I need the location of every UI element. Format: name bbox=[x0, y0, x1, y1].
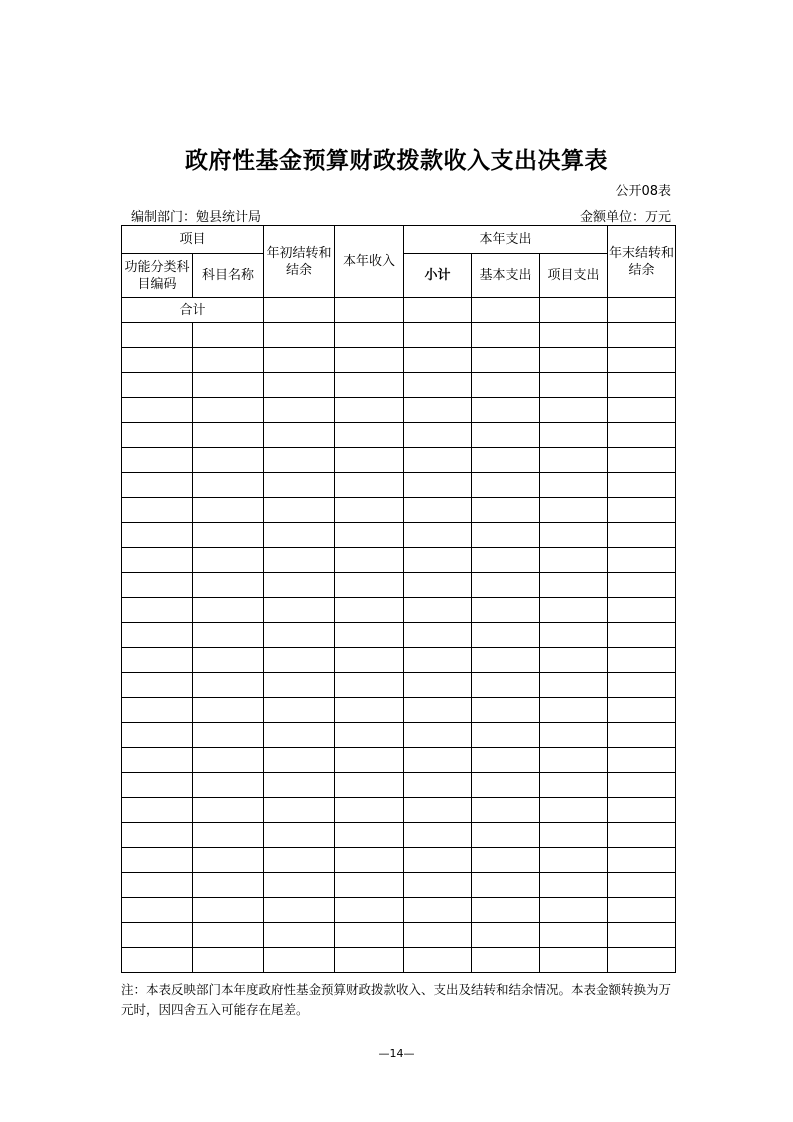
table-cell bbox=[540, 898, 608, 923]
table-cell bbox=[193, 598, 264, 623]
budget-table bbox=[121, 225, 676, 973]
table-cell bbox=[472, 423, 540, 448]
table-cell bbox=[335, 798, 404, 823]
table-cell bbox=[122, 348, 193, 373]
table-cell bbox=[264, 898, 335, 923]
table-cell bbox=[193, 648, 264, 673]
total-cell bbox=[264, 298, 335, 323]
table-cell bbox=[540, 598, 608, 623]
table-cell bbox=[264, 398, 335, 423]
table-cell bbox=[404, 673, 472, 698]
table-cell bbox=[404, 923, 472, 948]
table-cell bbox=[608, 948, 676, 973]
table-cell bbox=[335, 398, 404, 423]
total-cell bbox=[335, 298, 404, 323]
table-cell bbox=[122, 323, 193, 348]
table-cell bbox=[335, 923, 404, 948]
header-project-expenditure: 项目支出 bbox=[540, 254, 608, 298]
table-cell bbox=[404, 498, 472, 523]
table-cell bbox=[608, 923, 676, 948]
table-cell bbox=[608, 673, 676, 698]
table-cell bbox=[122, 898, 193, 923]
table-cell bbox=[472, 873, 540, 898]
table-cell bbox=[264, 473, 335, 498]
table-cell bbox=[608, 373, 676, 398]
table-cell bbox=[122, 948, 193, 973]
table-cell bbox=[264, 573, 335, 598]
table-cell bbox=[122, 798, 193, 823]
table-cell bbox=[472, 373, 540, 398]
header-carryover-begin: 年初结转和结余 bbox=[264, 226, 335, 298]
table-cell bbox=[122, 748, 193, 773]
table-cell bbox=[404, 573, 472, 598]
table-cell bbox=[193, 348, 264, 373]
table-cell bbox=[122, 548, 193, 573]
table-cell bbox=[472, 548, 540, 573]
table-row bbox=[122, 773, 676, 798]
table-cell bbox=[540, 448, 608, 473]
table-cell bbox=[472, 923, 540, 948]
table-cell bbox=[540, 848, 608, 873]
table-cell bbox=[122, 698, 193, 723]
table-cell bbox=[608, 523, 676, 548]
table-cell bbox=[540, 373, 608, 398]
table-cell bbox=[264, 723, 335, 748]
table-cell bbox=[122, 573, 193, 598]
table-row bbox=[122, 873, 676, 898]
table-cell bbox=[122, 648, 193, 673]
table-cell bbox=[264, 848, 335, 873]
table-cell bbox=[608, 398, 676, 423]
table-cell bbox=[264, 648, 335, 673]
table-cell bbox=[122, 723, 193, 748]
table-cell bbox=[540, 748, 608, 773]
table-cell bbox=[404, 773, 472, 798]
table-cell bbox=[540, 323, 608, 348]
table-cell bbox=[608, 748, 676, 773]
table-cell bbox=[608, 448, 676, 473]
table-cell bbox=[264, 698, 335, 723]
table-cell bbox=[335, 523, 404, 548]
table-cell bbox=[335, 548, 404, 573]
table-cell bbox=[404, 398, 472, 423]
table-cell bbox=[122, 873, 193, 898]
table-row bbox=[122, 473, 676, 498]
table-cell bbox=[193, 398, 264, 423]
table-cell bbox=[540, 823, 608, 848]
table-cell bbox=[404, 423, 472, 448]
table-cell bbox=[404, 698, 472, 723]
table-cell bbox=[404, 798, 472, 823]
table-cell bbox=[193, 798, 264, 823]
header-row-1 bbox=[122, 226, 676, 254]
table-cell bbox=[335, 498, 404, 523]
table-cell bbox=[540, 798, 608, 823]
table-cell bbox=[608, 873, 676, 898]
table-cell bbox=[540, 873, 608, 898]
table-cell bbox=[264, 773, 335, 798]
table-cell bbox=[264, 348, 335, 373]
table-row bbox=[122, 373, 676, 398]
table-cell bbox=[404, 823, 472, 848]
header-func-code: 功能分类科目编码 bbox=[122, 254, 193, 298]
table-cell bbox=[608, 823, 676, 848]
table-cell bbox=[404, 898, 472, 923]
table-cell bbox=[335, 898, 404, 923]
table-cell bbox=[472, 348, 540, 373]
table-cell bbox=[193, 448, 264, 473]
table-cell bbox=[404, 523, 472, 548]
table-cell bbox=[335, 773, 404, 798]
table-row bbox=[122, 948, 676, 973]
header-subtotal: 小计 bbox=[404, 254, 472, 298]
table-cell bbox=[472, 523, 540, 548]
table-row bbox=[122, 623, 676, 648]
table-cell bbox=[540, 473, 608, 498]
table-cell bbox=[193, 323, 264, 348]
table-cell bbox=[193, 673, 264, 698]
header-basic-expenditure: 基本支出 bbox=[472, 254, 540, 298]
table-row bbox=[122, 348, 676, 373]
table-cell bbox=[335, 823, 404, 848]
table-cell bbox=[264, 948, 335, 973]
table-row bbox=[122, 598, 676, 623]
header-subject-name: 科目名称 bbox=[193, 254, 264, 298]
table-row bbox=[122, 423, 676, 448]
table-cell bbox=[335, 323, 404, 348]
table-cell bbox=[608, 348, 676, 373]
table-cell bbox=[540, 673, 608, 698]
table-cell bbox=[540, 648, 608, 673]
table-row bbox=[122, 673, 676, 698]
table-cell bbox=[335, 598, 404, 623]
table-cell bbox=[193, 948, 264, 973]
table-cell bbox=[335, 748, 404, 773]
table-cell bbox=[193, 873, 264, 898]
table-cell bbox=[404, 848, 472, 873]
table-cell bbox=[608, 423, 676, 448]
table-cell bbox=[472, 848, 540, 873]
table-row bbox=[122, 398, 676, 423]
table-cell bbox=[608, 723, 676, 748]
table-row bbox=[122, 498, 676, 523]
table-cell bbox=[540, 573, 608, 598]
table-cell bbox=[122, 848, 193, 873]
table-cell bbox=[335, 873, 404, 898]
table-row bbox=[122, 923, 676, 948]
table-cell bbox=[122, 923, 193, 948]
table-cell bbox=[335, 948, 404, 973]
table-cell bbox=[608, 548, 676, 573]
table-cell bbox=[404, 448, 472, 473]
table-cell bbox=[264, 923, 335, 948]
total-label: 合计 bbox=[122, 298, 264, 323]
table-cell bbox=[264, 548, 335, 573]
page-number: —14— bbox=[378, 1047, 415, 1060]
table-cell bbox=[193, 623, 264, 648]
table-cell bbox=[264, 598, 335, 623]
table-row bbox=[122, 723, 676, 748]
table-cell bbox=[472, 448, 540, 473]
table-cell bbox=[122, 673, 193, 698]
table-cell bbox=[608, 623, 676, 648]
page-title: 政府性基金预算财政拨款收入支出决算表 bbox=[185, 148, 608, 174]
table-cell bbox=[404, 548, 472, 573]
table-cell bbox=[335, 623, 404, 648]
table-cell bbox=[404, 748, 472, 773]
table-cell bbox=[122, 598, 193, 623]
table-cell bbox=[540, 548, 608, 573]
table-cell bbox=[122, 623, 193, 648]
table-cell bbox=[264, 423, 335, 448]
table-cell bbox=[404, 473, 472, 498]
form-number: 公开08表 bbox=[615, 184, 671, 199]
table-cell bbox=[122, 823, 193, 848]
table-row bbox=[122, 848, 676, 873]
table-cell bbox=[540, 773, 608, 798]
table-cell bbox=[404, 723, 472, 748]
table-cell bbox=[472, 948, 540, 973]
table-cell bbox=[608, 898, 676, 923]
table-cell bbox=[472, 648, 540, 673]
table-cell bbox=[608, 698, 676, 723]
table-cell bbox=[472, 623, 540, 648]
table-cell bbox=[608, 648, 676, 673]
table-cell bbox=[335, 423, 404, 448]
table-cell bbox=[193, 373, 264, 398]
table-cell bbox=[335, 348, 404, 373]
table-cell bbox=[335, 673, 404, 698]
table-cell bbox=[404, 598, 472, 623]
table-cell bbox=[472, 398, 540, 423]
header-carryover-end: 年末结转和结余 bbox=[608, 226, 676, 298]
amount-unit: 金额单位：万元 bbox=[579, 210, 671, 225]
table-cell bbox=[335, 698, 404, 723]
table-cell bbox=[335, 648, 404, 673]
table-cell bbox=[193, 848, 264, 873]
table-cell bbox=[193, 498, 264, 523]
table-cell bbox=[608, 598, 676, 623]
table-cell bbox=[472, 573, 540, 598]
table-cell bbox=[472, 598, 540, 623]
table-cell bbox=[472, 823, 540, 848]
table-row bbox=[122, 898, 676, 923]
table-cell bbox=[472, 473, 540, 498]
total-cell bbox=[540, 298, 608, 323]
table-cell bbox=[193, 423, 264, 448]
table-cell bbox=[472, 723, 540, 748]
table-cell bbox=[335, 723, 404, 748]
total-row bbox=[122, 298, 676, 323]
table-row bbox=[122, 573, 676, 598]
table-cell bbox=[404, 948, 472, 973]
table-cell bbox=[472, 798, 540, 823]
table-row bbox=[122, 548, 676, 573]
table-cell bbox=[264, 798, 335, 823]
table-cell bbox=[472, 898, 540, 923]
table-cell bbox=[540, 623, 608, 648]
table-cell bbox=[335, 848, 404, 873]
table-cell bbox=[608, 573, 676, 598]
table-cell bbox=[122, 473, 193, 498]
table-cell bbox=[540, 423, 608, 448]
table-cell bbox=[540, 923, 608, 948]
table-cell bbox=[540, 498, 608, 523]
table-row bbox=[122, 798, 676, 823]
table-cell bbox=[264, 498, 335, 523]
table-cell bbox=[193, 523, 264, 548]
table-cell bbox=[608, 798, 676, 823]
table-row bbox=[122, 323, 676, 348]
table-cell bbox=[540, 948, 608, 973]
table-cell bbox=[404, 623, 472, 648]
table-cell bbox=[193, 548, 264, 573]
table-cell bbox=[264, 673, 335, 698]
table-cell bbox=[404, 873, 472, 898]
table-cell bbox=[335, 573, 404, 598]
table-cell bbox=[193, 698, 264, 723]
table-cell bbox=[540, 523, 608, 548]
table-cell bbox=[540, 398, 608, 423]
table-cell bbox=[404, 648, 472, 673]
table-row bbox=[122, 448, 676, 473]
table-row bbox=[122, 748, 676, 773]
table-cell bbox=[404, 323, 472, 348]
table-cell bbox=[122, 423, 193, 448]
header-item: 项目 bbox=[122, 226, 264, 254]
table-cell bbox=[122, 498, 193, 523]
table-cell bbox=[472, 748, 540, 773]
table-cell bbox=[122, 398, 193, 423]
table-cell bbox=[193, 748, 264, 773]
table-row bbox=[122, 648, 676, 673]
table-cell bbox=[193, 923, 264, 948]
table-cell bbox=[335, 448, 404, 473]
table-cell bbox=[264, 623, 335, 648]
table-cell bbox=[335, 473, 404, 498]
table-cell bbox=[404, 348, 472, 373]
table-cell bbox=[404, 373, 472, 398]
table-cell bbox=[472, 323, 540, 348]
table-cell bbox=[540, 698, 608, 723]
table-cell bbox=[193, 473, 264, 498]
table-cell bbox=[608, 323, 676, 348]
table-note: 注：本表反映部门本年度政府性基金预算财政拨款收入、支出及结转和结余情况。本表金额转换为万元时，因四舍五入可能存在尾差。 bbox=[121, 982, 672, 1017]
table-cell bbox=[472, 773, 540, 798]
table-cell bbox=[335, 373, 404, 398]
total-cell bbox=[472, 298, 540, 323]
compiling-department: 编制部门：勉县统计局 bbox=[131, 210, 262, 225]
table-cell bbox=[472, 673, 540, 698]
table-cell bbox=[122, 448, 193, 473]
table-row bbox=[122, 698, 676, 723]
table-cell bbox=[122, 773, 193, 798]
header-income: 本年收入 bbox=[335, 226, 404, 298]
table-cell bbox=[264, 373, 335, 398]
table-cell bbox=[264, 823, 335, 848]
table-cell bbox=[264, 748, 335, 773]
table-cell bbox=[122, 373, 193, 398]
table-cell bbox=[540, 348, 608, 373]
total-cell bbox=[404, 298, 472, 323]
table-cell bbox=[264, 523, 335, 548]
table-cell bbox=[122, 523, 193, 548]
table-cell bbox=[193, 898, 264, 923]
table-cell bbox=[608, 773, 676, 798]
table-cell bbox=[608, 473, 676, 498]
table-cell bbox=[540, 723, 608, 748]
table-cell bbox=[193, 723, 264, 748]
table-row bbox=[122, 523, 676, 548]
table-row bbox=[122, 823, 676, 848]
table-cell bbox=[608, 498, 676, 523]
table-cell bbox=[472, 498, 540, 523]
table-cell bbox=[264, 323, 335, 348]
table-cell bbox=[193, 573, 264, 598]
table-cell bbox=[608, 848, 676, 873]
table-cell bbox=[472, 698, 540, 723]
header-expenditure: 本年支出 bbox=[404, 226, 608, 254]
table-cell bbox=[264, 873, 335, 898]
table-cell bbox=[264, 448, 335, 473]
table-cell bbox=[193, 823, 264, 848]
table-cell bbox=[193, 773, 264, 798]
total-cell bbox=[608, 298, 676, 323]
